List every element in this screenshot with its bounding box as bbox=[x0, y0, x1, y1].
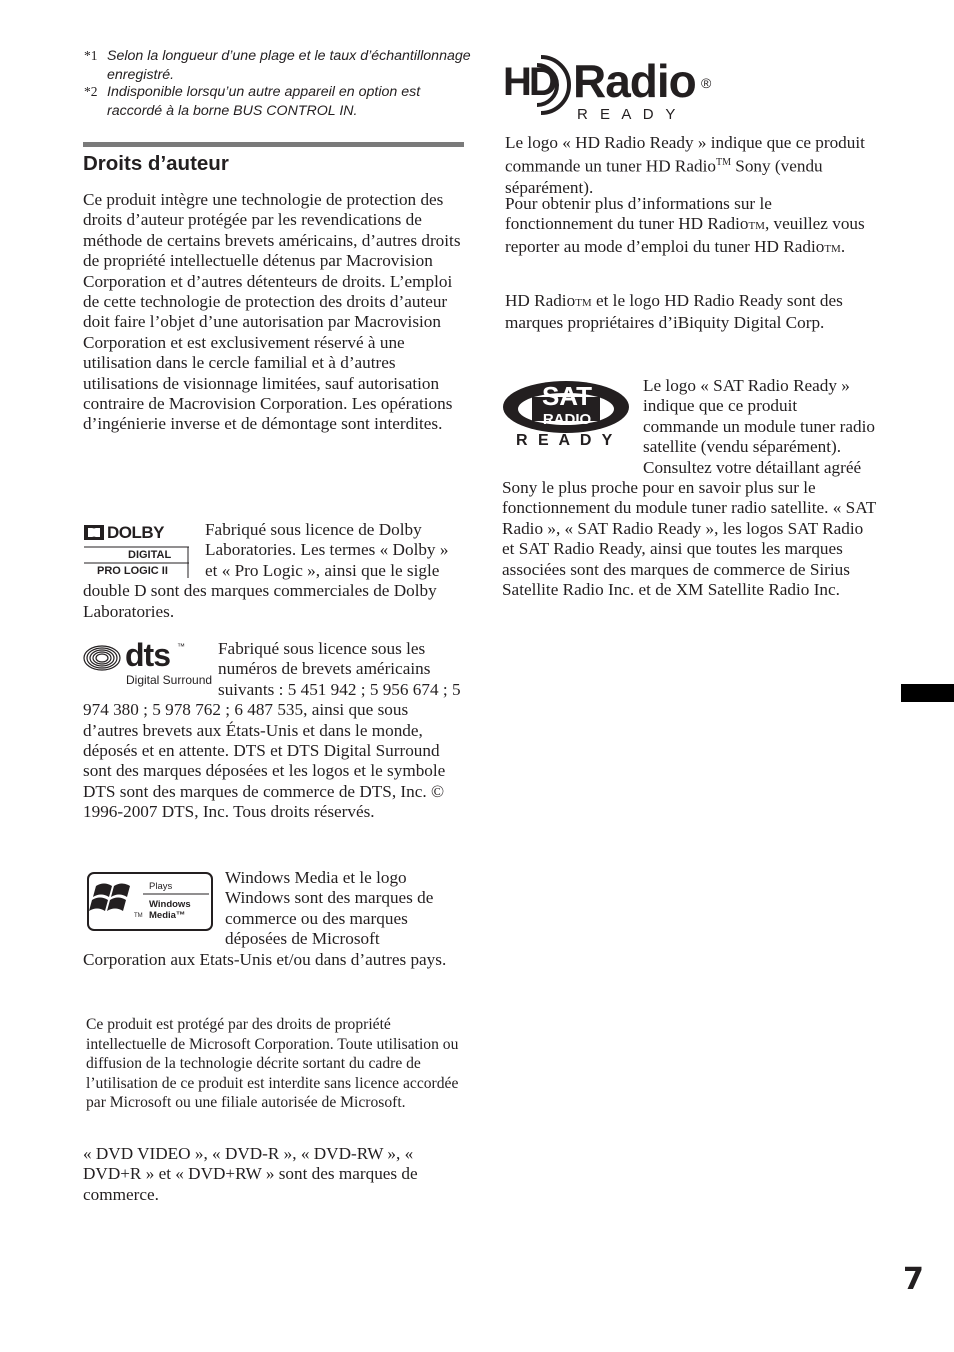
hd-radio-paragraph-1 bbox=[505, 133, 875, 198]
microsoft-notice: Ce produit est protégé par des droits de propriété intellectuelle de Microsoft Corporation. Toute utilisation ou diffusion de la technologie décrite sortant du cadre de l’utilisation de ce produit est interdite sans licence accordée par Microsoft ou une filiale autorisée de Microsoft. bbox=[86, 1016, 459, 1111]
windows-media-logo-plays: Plays bbox=[149, 881, 173, 892]
hd-radio-text-a: Pour obtenir plus d’informations sur le fonctionnement du tuner HD Radio bbox=[505, 194, 772, 234]
footnote-marker: *2 bbox=[84, 84, 98, 99]
footnote-2 bbox=[84, 83, 474, 120]
sat-radio-logo bbox=[502, 376, 634, 458]
sat-radio-text: Le logo « SAT Radio Ready » indique que ce produit commande un module tuner radio satellite (vendu séparément). Consultez votre détaillant agréé Sony le plus proche pour en savoir plus sur le fonctionnement du module tuner radio satellite. « SAT Radio », « SAT Radio Ready », les logos SAT Radio et SAT Radio Ready, ainsi que toutes les marques associées sont des marques de commerce de Sirius Satellite Radio Inc. et de XM Satellite Radio Inc. bbox=[502, 376, 876, 600]
dts-block bbox=[83, 639, 465, 823]
hd-radio-text-b: et le logo HD Radio Ready sont des marques propriétaires d’iBiquity Digital Corp. bbox=[505, 291, 843, 333]
hd-radio-logo-word: Radio bbox=[573, 55, 696, 107]
dts-text: Fabriqué sous licence sous les numéros de brevets américains suivants : 5 451 942 ; 5 956 674 ; 5 974 380 ; 5 978 762 ; 6 487 535, ainsi que sous d’autres brevets aux États-Unis et dans le monde, déposés et en attente. DTS et DTS Digital Surround sont des marques déposées et les logos et le symbole DTS sont des marques de commerce de DTS, Inc. © 1996-2007 DTS, Inc. Tous droits réservés. bbox=[83, 639, 461, 822]
sat-radio-block bbox=[502, 376, 876, 600]
section-heading: Droits d’auteur bbox=[83, 152, 229, 175]
dts-logo-word: dts bbox=[125, 637, 170, 673]
trademark-sup: TM bbox=[824, 242, 841, 255]
windows-media-block bbox=[83, 868, 465, 970]
dts-logo-sub: Digital Surround bbox=[126, 673, 213, 687]
hd-radio-text-a: HD Radio bbox=[505, 291, 576, 310]
sat-radio-logo-ready: R E A D Y bbox=[516, 432, 616, 449]
footnote-text: Indisponible lorsqu’un autre appareil en option est raccordé à la borne BUS CONTROL IN. bbox=[107, 84, 421, 119]
dts-disc-icon bbox=[83, 645, 123, 675]
dolby-logo bbox=[83, 520, 193, 580]
dolby-block bbox=[83, 520, 465, 622]
copyright-paragraph: Ce produit intègre une technologie de protection des droits d’auteur protégée par les revendications de méthode de certains brevets américains, d’autres droits de propriété intellectuelle détenus par Macrovision Corporation et d’autres détenteurs de droits. L’emploi de cette technologie de protection des droits d’auteur doit faire l’objet d’une autorisation par Macrovision Corporation et est exclusivement réservé à une utilisation dans le cercle familial et à d’autres utilisations de visionnage limitées, sauf autorisation contraire de Macrovision Corporation. Les opérations d’ingénierie inverse et de démontage sont interdites. bbox=[83, 190, 461, 434]
footnote-text: Selon la longueur d’une plage et le taux d’échantillonnage enregistré. bbox=[107, 48, 471, 83]
hd-radio-paragraph-3 bbox=[505, 291, 875, 334]
hd-radio-logo-ready: R E A D Y bbox=[577, 106, 680, 123]
section-rule bbox=[83, 142, 464, 147]
footnote-1 bbox=[84, 47, 474, 84]
dolby-logo-digital: DIGITAL bbox=[128, 549, 172, 561]
hd-radio-text-a: Le logo « HD Radio Ready » indique que ce produit commande un tuner HD Radio bbox=[505, 133, 865, 177]
windows-media-logo-tm: TM bbox=[134, 913, 143, 919]
hd-radio-text-b: , veuillez vous reporter au mode d’emploi du tuner HD Radio bbox=[505, 214, 865, 256]
hd-radio-paragraph-2 bbox=[505, 194, 875, 259]
dolby-text: Fabriqué sous licence de Dolby Laboratories. Les termes « Dolby » et « Pro Logic », ainsi que le sigle double D sont des marques commerciales de Dolby Laboratories. bbox=[83, 520, 449, 621]
hd-radio-text-c: . bbox=[840, 236, 846, 256]
windows-media-logo-line2: Media™ bbox=[149, 910, 186, 921]
hd-radio-logo-hd: HD bbox=[503, 60, 555, 104]
trademark-sup: TM bbox=[715, 157, 731, 169]
dolby-logo-prologic: PRO LOGIC II bbox=[97, 565, 168, 577]
footnote-marker: *1 bbox=[84, 48, 98, 63]
trademark-sup: TM bbox=[748, 220, 765, 233]
windows-media-logo-line1: Windows bbox=[149, 899, 191, 910]
dvd-trademark-paragraph: « DVD VIDEO », « DVD-R », « DVD-RW », « DVD+R » et « DVD+RW » sont des marques de commerce. bbox=[83, 1144, 418, 1204]
sat-radio-logo-radio: RADIO bbox=[542, 411, 592, 428]
hd-radio-logo-registered: ® bbox=[701, 75, 712, 91]
section-tab-marker bbox=[901, 684, 954, 702]
dolby-logo-word: DOLBY bbox=[107, 523, 164, 542]
dts-logo bbox=[83, 639, 211, 697]
sat-radio-logo-sat: SAT bbox=[541, 381, 593, 411]
windows-media-text: Windows Media et le logo Windows sont des marques de commerce ou des marques déposées de Microsoft Corporation aux Etats-Unis et/ou dans d’autres pays. bbox=[83, 868, 447, 969]
page-number: 7 bbox=[903, 1262, 924, 1297]
hd-radio-logo bbox=[503, 55, 723, 130]
windows-media-logo bbox=[83, 868, 216, 936]
dts-logo-tm: ™ bbox=[177, 642, 185, 651]
trademark-sup: TM bbox=[575, 297, 592, 309]
hd-radio-text-b: Sony (vendu séparément). bbox=[505, 157, 823, 197]
